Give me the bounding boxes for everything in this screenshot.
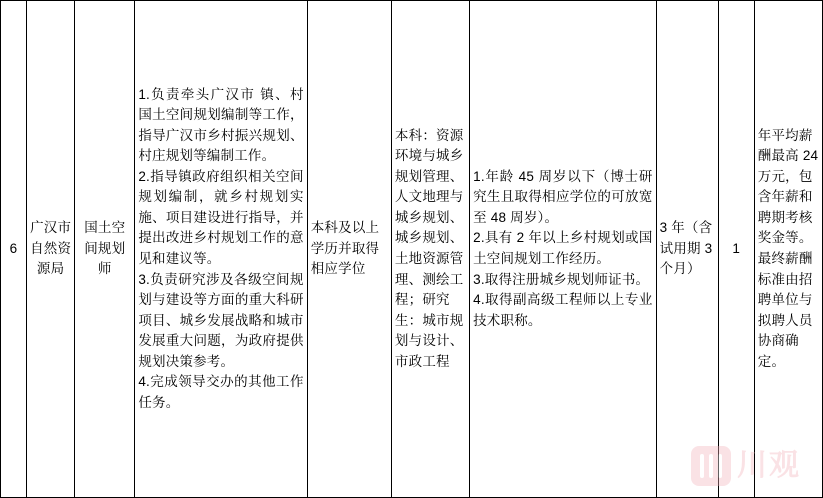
table-row [1,1,823,498]
duty-line-2: 2.指导镇政府组织相关空间规划编制，就乡村规划实施、项目建设进行指导，并提出改进乡村规划工作的意见和建议等。 [138,168,304,266]
watermark-label: 川观 [737,449,801,482]
cell-education: 本科及以上学历并取得相应学位 [307,1,391,498]
cell-term: 3 年（含试用期 3 个月） [656,1,718,498]
condition-line-4: 4.取得副高级工程师以上专业技术职称。 [473,292,653,328]
condition-line-3: 3.取得注册城乡规划师证书。 [473,271,650,287]
cell-index: 6 [1,1,27,498]
duty-line-4: 4.完成领导交办的其他工作任务。 [138,374,304,410]
cell-employer: 广汉市自然资源局 [27,1,75,498]
duty-line-3: 3.负责研究涉及各级空间规划与建设等方面的重大科研项目、城乡发展战略和城市发展重大问题，为政府提供规划决策参考。 [138,271,304,369]
condition-line-2: 2.具有 2 年以上乡村规划或国土空间规划工作经历。 [473,230,653,266]
cell-duties [135,1,307,498]
cell-other-conditions [470,1,656,498]
cell-position: 国土空间规划师 [75,1,135,498]
cell-salary: 年平均薪酬最高 24 万元，包含年薪和聘期考核奖金等。最终薪酬标准由招聘单位与拟聘人员协商确定。 [754,1,822,498]
condition-line-1: 1.年龄 45 周岁以下（博士研究生且取得相应学位的可放宽至 48 周岁）。 [473,168,653,225]
cell-headcount: 1 [718,1,754,498]
cell-major: 本科：资源环境与城乡规划管理、人文地理与城乡规划、城乡规划、土地资源管理、测绘工程；研究生：城市规划与设计、市政工程 [391,1,469,498]
duty-line-1: 1.负责牵头广汉市 镇、村国土空间规划编制等工作，指导广汉市乡村振兴规划、村庄规划等编制工作。 [138,86,304,164]
